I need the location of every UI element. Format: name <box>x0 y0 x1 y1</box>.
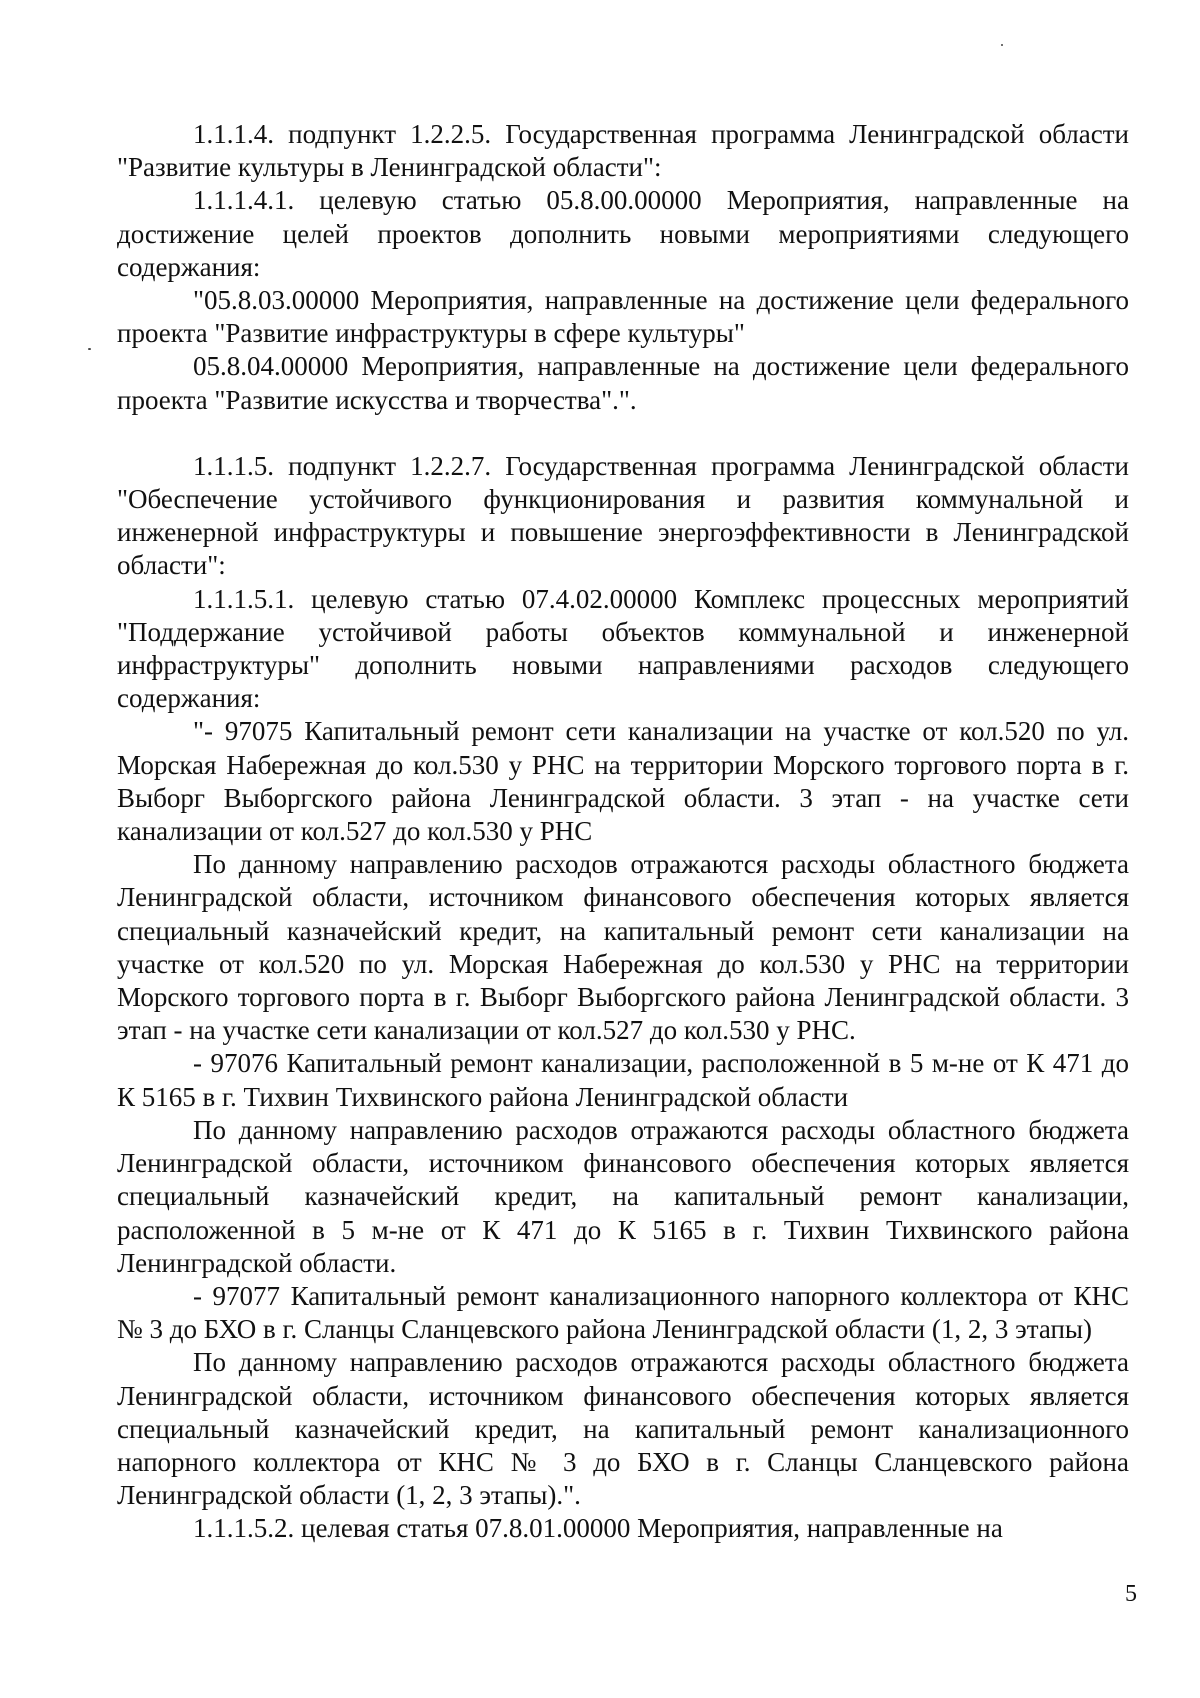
paragraph-1-1-1-5: 1.1.1.5. подпункт 1.2.2.7. Государственная программа Ленинградской области "Обеспечение устойчивого функционирования и развития коммунальной и инженерной инфраструктуры и повышение энергоэффективности в Ленинградской области": <box>117 450 1129 581</box>
paragraph-1-1-1-4: 1.1.1.4. подпункт 1.2.2.5. Государственная программа Ленинградской области "Развитие культуры в Ленинградской области": <box>117 119 1129 183</box>
paragraph-05-8-04: 05.8.04.00000 Мероприятия, направленные на достижение цели федерального проекта "Развитие искусства и творчества".". <box>117 351 1129 415</box>
paragraph-97077-description: По данному направлению расходов отражаются расходы областного бюджета Ленинградской области, источником финансового обеспечения которых является специальный казначейский кредит, на капитальный ремонт канализационного напорного коллектора от КНС № 3 до БХО в г. Сланцы Сланцевского района Ленинградской области (1, 2, 3 этапы).". <box>117 1347 1129 1511</box>
document-body <box>117 118 1129 1546</box>
paragraph-97076: - 97076 Капитальный ремонт канализации, расположенной в 5 м-не от К 471 до К 5165 в г. Тихвин Тихвинского района Ленинградской области <box>117 1048 1129 1112</box>
paragraph-1-1-1-5-1: 1.1.1.5.1. целевую статью 07.4.02.00000 Комплекс процессных мероприятий "Поддержание устойчивой работы объектов коммунальной и инженерной инфраструктуры" дополнить новыми направлениями расходов следующего содержания: <box>117 583 1129 714</box>
page-number: 5 <box>1125 1581 1137 1607</box>
paragraph-97075: "- 97075 Капитальный ремонт сети канализации на участке от кол.520 по ул. Морская Набережная до кол.530 у РНС на территории Морского торгового порта в г. Выборг Выборгского района Ленинградской области. 3 этап - на участке сети канализации от кол.527 до кол.530 у РНС <box>117 716 1129 847</box>
paragraph-97076-description: По данному направлению расходов отражаются расходы областного бюджета Ленинградской области, источником финансового обеспечения которых является специальный казначейский кредит, на капитальный ремонт канализации, расположенной в 5 м-не от К 471 до К 5165 в г. Тихвин Тихвинского района Ленинградской области. <box>117 1114 1129 1278</box>
paragraph-1-1-1-5-2: 1.1.1.5.2. целевая статья 07.8.01.00000 Мероприятия, направленные на <box>193 1513 1003 1544</box>
paragraph-1-1-1-4-1: 1.1.1.4.1. целевую статью 05.8.00.00000 Мероприятия, направленные на достижение целей проектов дополнить новыми мероприятиями следующего содержания: <box>117 185 1129 282</box>
scan-speck-top <box>1001 44 1003 46</box>
paragraph-97077: - 97077 Капитальный ремонт канализационного напорного коллектора от КНС № 3 до БХО в г. Сланцы Сланцевского района Ленинградской области (1, 2, 3 этапы) <box>117 1280 1129 1345</box>
scan-speck-left <box>88 348 91 350</box>
paragraph-05-8-03: "05.8.03.00000 Мероприятия, направленные на достижение цели федерального проекта "Развитие инфраструктуры в сфере культуры" <box>117 285 1129 349</box>
paragraph-97075-description: По данному направлению расходов отражаются расходы областного бюджета Ленинградской области, источником финансового обеспечения которых является специальный казначейский кредит, на капитальный ремонт сети канализации на участке от кол.520 по ул. Морская Набережная до кол.530 у РНС на территории Морского торгового порта в г. Выборг Выборгского района Ленинградской области. 3 этап - на участке сети канализации от кол.527 до кол.530 у РНС. <box>117 849 1129 1046</box>
